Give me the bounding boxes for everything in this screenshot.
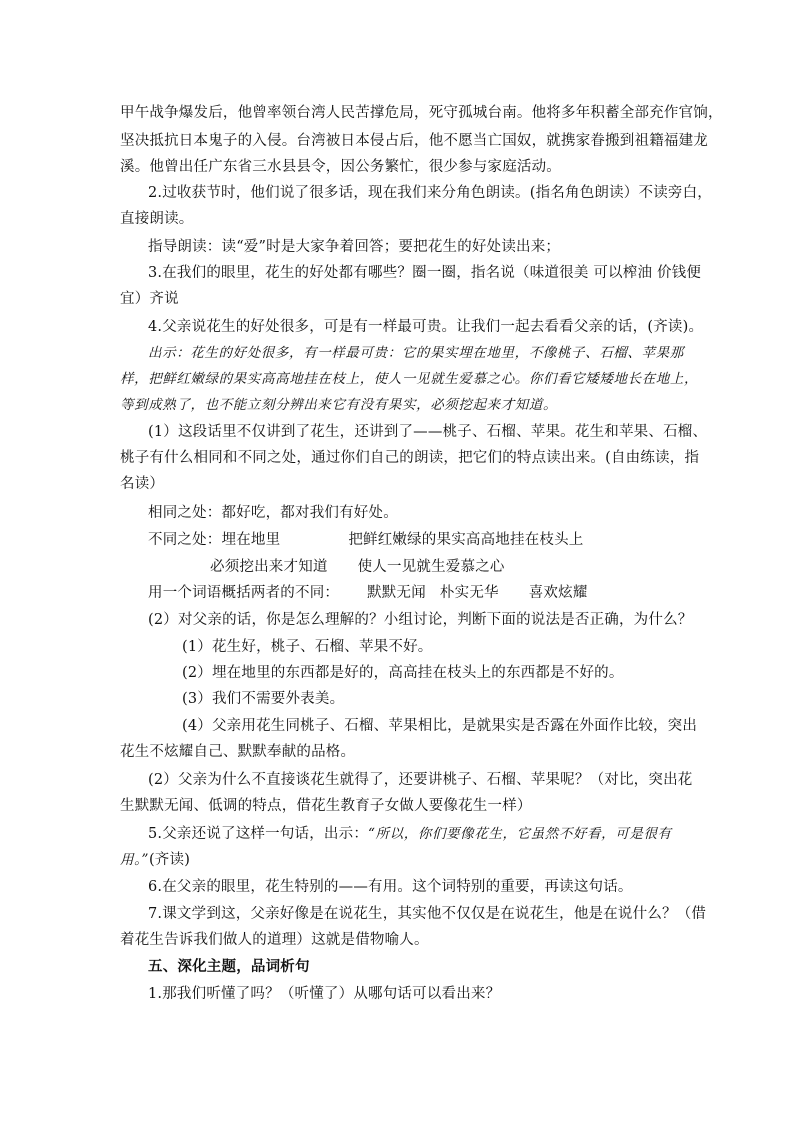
quote-segment: “所以，你们要像花生，它虽然不好看，可是很有: [368, 826, 672, 842]
section-heading: 五、深化主题，品词析句: [148, 958, 310, 975]
comparison-row: [148, 583, 708, 603]
paragraph-line: (2）埋在地里的东西都是好的，高高挂在枝头上的东西都是不好的。: [182, 665, 624, 681]
paragraph-line: 指导朗读：读“爱”时是大家争着回答；要把花生的好处读出来；: [148, 239, 561, 255]
comparison-right: 把鲜红嫩绿的果实高高地挂在枝头上: [348, 532, 584, 548]
paragraph-line: 4.父亲说花生的好处很多，可是有一样最可贵。让我们一起去看看父亲的话，(齐读)。: [148, 319, 704, 335]
paragraph-line: 7.课文学到这，父亲好像是在说花生，其实他不仅仅是在说花生，他是在说什么？（借: [148, 906, 707, 922]
paragraph-line: 6.在父亲的眼里，花生特别的——有用。这个词特别的重要，再读这句话。: [148, 879, 633, 895]
quote-line: 出示：花生的好处很多，有一样最可贵：它的果实埋在地里，不像桃子、石榴、苹果那: [148, 345, 684, 361]
comparison-left: 必须挖出来才知道: [210, 559, 328, 575]
paragraph-line: 宜）齐说: [120, 291, 179, 307]
paragraph-line: (1）这段话里不仅讲到了花生，还讲到了——桃子、石榴、苹果。花生和苹果、石榴、: [148, 424, 708, 440]
summary-label: 用一个词语概括两者的不同：: [148, 585, 340, 601]
paragraph-line: 2.过收获节时，他们说了很多话，现在我们来分角色朗读。(指名角色朗读）不读旁白，: [148, 185, 712, 201]
comparison-row: [148, 530, 708, 550]
text-segment: 5.父亲还说了这样一句话，出示：: [148, 826, 369, 842]
paragraph-line: 名读）: [120, 476, 165, 492]
paragraph-line: [120, 850, 680, 870]
paragraph-line: 甲午战争爆发后，他曾率领台湾人民苦撑危局，死守孤城台南。他将多年积蓄全部充作官饷，: [120, 105, 723, 121]
paragraph-line: (2）父亲为什么不直接谈花生就得了，还要讲桃子、石榴、苹果呢？（对比，突出花: [148, 772, 693, 788]
paragraph-line: 花生不炫耀自己、默默奉献的品格。: [120, 744, 356, 760]
paragraph-line: 桃子有什么相同和不同之处，通过你们自己的朗读，把它们的特点读出来。(自由练读，指: [120, 450, 700, 466]
paragraph-line: [148, 824, 708, 844]
paragraph-line: (3）我们不需要外表美。: [182, 691, 345, 707]
summary-word-3: 喜欢炫耀: [528, 585, 588, 601]
quote-line: 样，把鲜红嫩绿的果实高高地挂在枝上，使人一见就生爱慕之心。你们看它矮矮地长在地上，: [120, 371, 699, 387]
quote-segment: 用。”: [120, 852, 149, 868]
paragraph-line: 相同之处：都好吃，都对我们有好处。: [148, 505, 398, 521]
comparison-row: [210, 557, 770, 577]
text-segment: (齐读): [148, 852, 191, 868]
paragraph-line: 1.那我们听懂了吗？（听懂了）从哪句话可以看出来？: [148, 986, 501, 1002]
paragraph-line: (4）父亲用花生同桃子、石榴、苹果相比，是就果实是否露在外面作比较，突出: [182, 718, 698, 734]
summary-word-1: 默默无闻: [367, 585, 426, 601]
paragraph-line: (2）对父亲的话，你是怎么理解的？小组讨论，判断下面的说法是否正确，为什么？: [148, 612, 693, 628]
paragraph-line: 坚决抵抗日本鬼子的入侵。台湾被日本侵占后，他不愿当亡国奴，就携家眷搬到祖籍福建龙: [120, 133, 708, 149]
comparison-right: 使人一见就生爱慕之心: [357, 559, 505, 575]
paragraph-line: 生默默无闻、低调的特点，借花生教育子女做人要像花生一样）: [120, 798, 532, 814]
comparison-label: 不同之处：埋在地里: [148, 532, 281, 548]
paragraph-line: 直接朗读。: [120, 211, 194, 227]
quote-line: 等到成熟了，也不能立刻分辨出来它有没有果实，必须挖起来才知道。: [120, 397, 558, 413]
paragraph-line: (1）花生好，桃子、石榴、苹果不好。: [182, 639, 433, 655]
paragraph-line: 着花生告诉我们做人的道理）这就是借物喻人。: [120, 932, 429, 948]
summary-word-2: 朴实无华: [439, 585, 499, 601]
paragraph-line: 3.在我们的眼里，花生的好处都有哪些？圈一圈，指名说（味道很美 可以榨油 价钱便: [148, 265, 702, 281]
paragraph-line: 溪。他曾出任广东省三水县县令，因公务繁忙，很少参与家庭活动。: [120, 159, 561, 175]
